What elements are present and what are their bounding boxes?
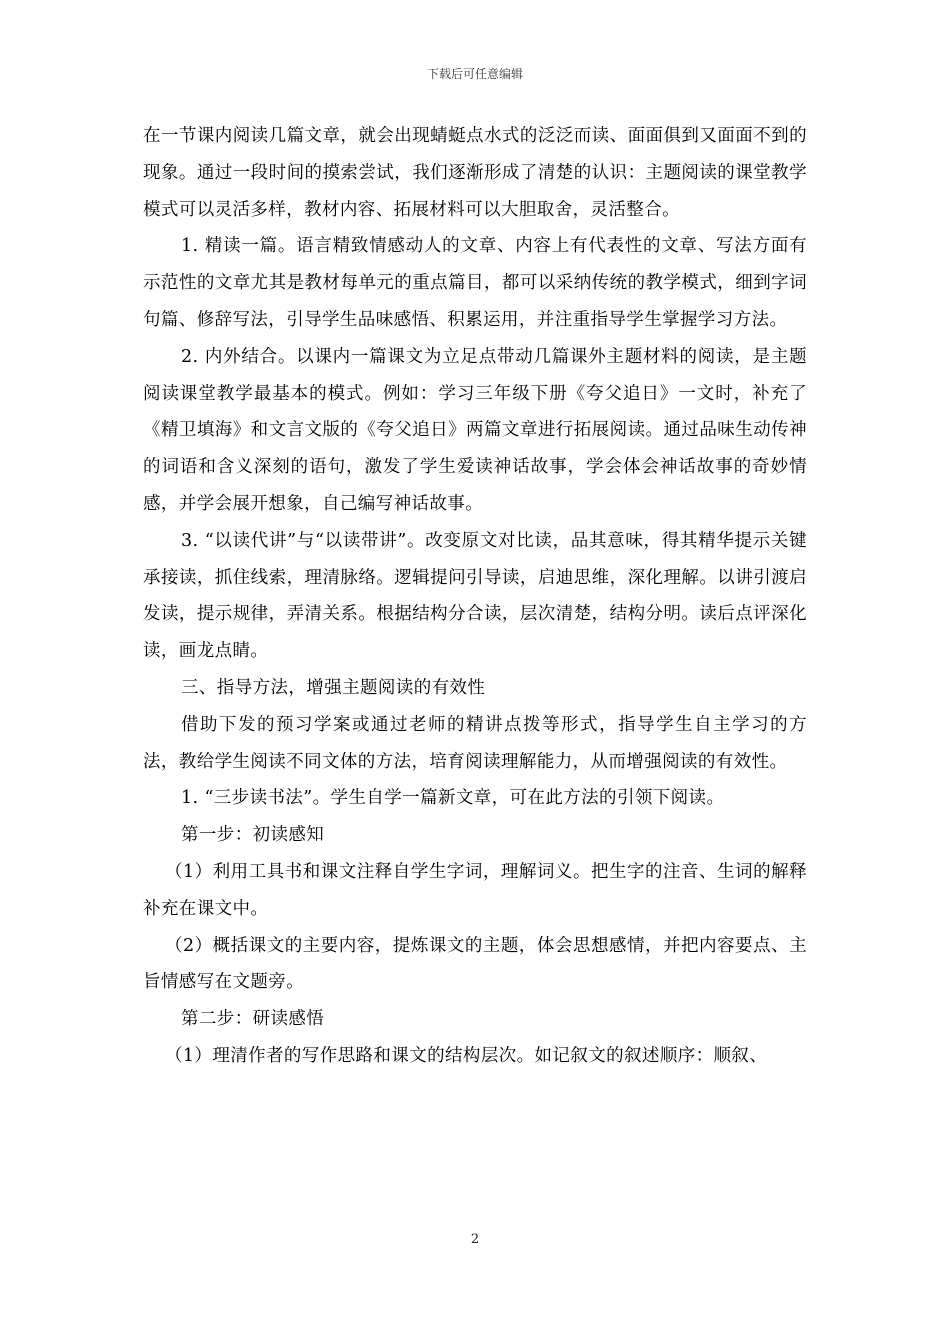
page-header: 下载后可任意编辑 (426, 67, 523, 81)
section-heading: 三、指导方法，增强主题阅读的有效性 (181, 677, 486, 698)
paragraph-5: 借助下发的预习学案或通过老师的精讲点拨等形式，指导学生自主学习的方法，教给学生阅读不同文体的方法，培育阅读理解能力，从而增强阅读的有效性。 (143, 714, 807, 772)
paragraph-7: （1）利用工具书和课文注释自学生字词，理解词义。把生字的注音、生词的解释补充在课文中。 (143, 861, 807, 919)
paragraph-2: 1. 精读一篇。语言精致情感动人的文章、内容上有代表性的文章、写法方面有示范性的文章尤其是教材每单元的重点篇目，都可以采纳传统的教学模式，细到字词句篇、修辞写法，引导学生品味感悟、积累运用，并注重指导学生掌握学习方法。 (143, 236, 807, 330)
paragraph-9: （1）理清作者的写作思路和课文的结构层次。如记叙文的叙述顺序：顺叙、 (165, 1045, 768, 1066)
paragraph-3: 2. 内外结合。以课内一篇课文为立足点带动几篇课外主题材料的阅读，是主题阅读课堂教学最基本的模式。例如：学习三年级下册《夸父追日》一文时，补充了《精卫填海》和文言文版的《夸父追日》两篇文章进行拓展阅读。通过品味生动传神的词语和含义深刻的语句，激发了学生爱读神话故事，学会体会神话故事的奇妙情感，并学会展开想象，自己编写神话故事。 (143, 346, 807, 514)
paragraph-8: （2）概括课文的主要内容，提炼课文的主题，体会思想感情，并把内容要点、主旨情感写在文题旁。 (143, 935, 807, 993)
step-2-heading: 第二步：研读感悟 (181, 1009, 325, 1030)
step-1-heading: 第一步：初读感知 (181, 825, 325, 846)
page-number: 2 (470, 1232, 480, 1247)
paragraph-1: 在一节课内阅读几篇文章，就会出现蜻蜓点水式的泛泛而读、面面俱到又面面不到的现象。通过一段时间的摸索尝试，我们逐渐形成了清楚的认识：主题阅读的课堂教学模式可以灵活多样，教材内容、拓展材料可以大胆取舍，灵活整合。 (143, 126, 807, 220)
document-body (143, 118, 807, 1075)
paragraph-4: 3. “以读代讲”与“以读带讲”。改变原文对比读，品其意味，得其精华提示关键承接读，抓住线索，理清脉络。逻辑提问引导读，启迪思维，深化理解。以讲引渡启发读，提示规律，弄清关系。根据结构分合读，层次清楚，结构分明。读后点评深化读，画龙点睛。 (143, 530, 807, 662)
paragraph-6: 1. “三步读书法”。学生自学一篇新文章，可在此方法的引领下阅读。 (181, 788, 725, 809)
